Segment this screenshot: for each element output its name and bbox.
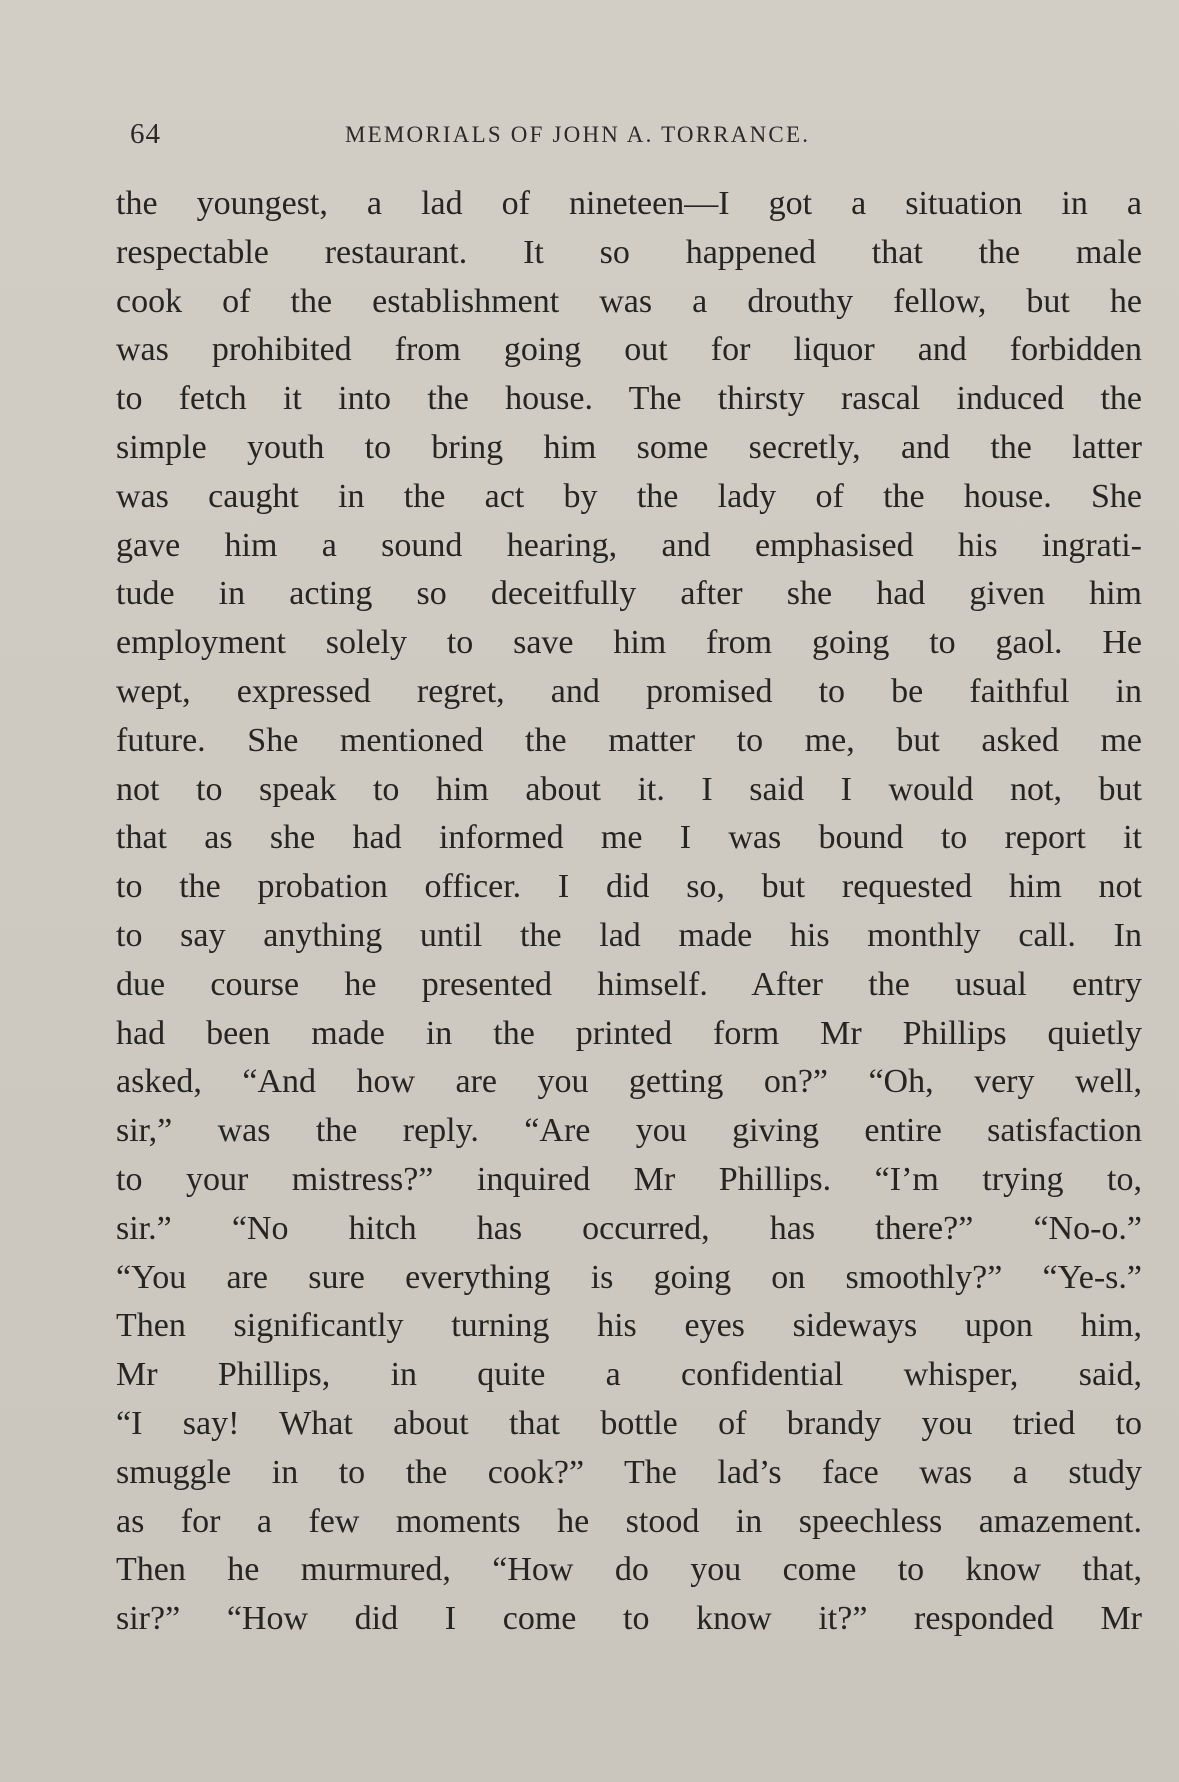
- text-line: “You are sure everything is going on smoothly?” “Ye-s.”: [116, 1258, 1142, 1296]
- text-line: Mr Phillips, in quite a confidential whisper, said,: [116, 1356, 1142, 1394]
- text-line: employment solely to save him from going to gaol. He: [116, 624, 1142, 662]
- text-line: had been made in the printed form Mr Phillips quietly: [116, 1014, 1142, 1052]
- text-line: due course he presented himself. After the usual entry: [116, 965, 1142, 1003]
- text-line: was caught in the act by the lady of the house. She: [116, 477, 1142, 515]
- text-line: gave him a sound hearing, and emphasised his ingrati-: [116, 526, 1142, 564]
- text-line: was prohibited from going out for liquor and forbidden: [116, 331, 1142, 369]
- text-line: not to speak to him about it. I said I would not, but: [116, 770, 1142, 808]
- text-line: sir?” “How did I come to know it?” responded Mr: [116, 1600, 1142, 1638]
- text-line: wept, expressed regret, and promised to be faithful in: [116, 672, 1142, 710]
- text-line: sir,” was the reply. “Are you giving entire satisfaction: [116, 1112, 1142, 1150]
- text-line: simple youth to bring him some secretly, and the latter: [116, 428, 1142, 466]
- text-line: smuggle in to the cook?” The lad’s face was a study: [116, 1453, 1142, 1491]
- text-line: tude in acting so deceitfully after she had given him: [116, 575, 1142, 613]
- text-line: as for a few moments he stood in speechless amazement.: [116, 1502, 1142, 1540]
- text-line: “I say! What about that bottle of brandy you tried to: [116, 1404, 1142, 1442]
- text-line: Then he murmured, “How do you come to know that,: [116, 1551, 1142, 1589]
- text-line: sir.” “No hitch has occurred, has there?” “No-o.”: [116, 1209, 1142, 1247]
- text-line: to fetch it into the house. The thirsty rascal induced the: [116, 380, 1142, 418]
- running-head: [130, 118, 1050, 154]
- text-line: cook of the establishment was a drouthy fellow, but he: [116, 282, 1142, 320]
- text-line: the youngest, a lad of nineteen—I got a situation in a: [116, 185, 1142, 222]
- text-line: to the probation officer. I did so, but requested him not: [116, 868, 1142, 906]
- page-number: 64: [130, 118, 161, 150]
- text-line: that as she had informed me I was bound to report it: [116, 819, 1142, 857]
- body-text: [116, 180, 1142, 1644]
- text-line: Then significantly turning his eyes sideways upon him,: [116, 1307, 1142, 1345]
- text-line: asked, “And how are you getting on?” “Oh, very well,: [116, 1063, 1142, 1101]
- running-title: MEMORIALS OF JOHN A. TORRANCE.: [345, 122, 811, 147]
- text-line: to your mistress?” inquired Mr Phillips. “I’m trying to,: [116, 1160, 1142, 1198]
- text-line: to say anything until the lad made his monthly call. In: [116, 916, 1142, 954]
- text-line: respectable restaurant. It so happened that the male: [116, 233, 1142, 271]
- text-line: future. She mentioned the matter to me, but asked me: [116, 721, 1142, 759]
